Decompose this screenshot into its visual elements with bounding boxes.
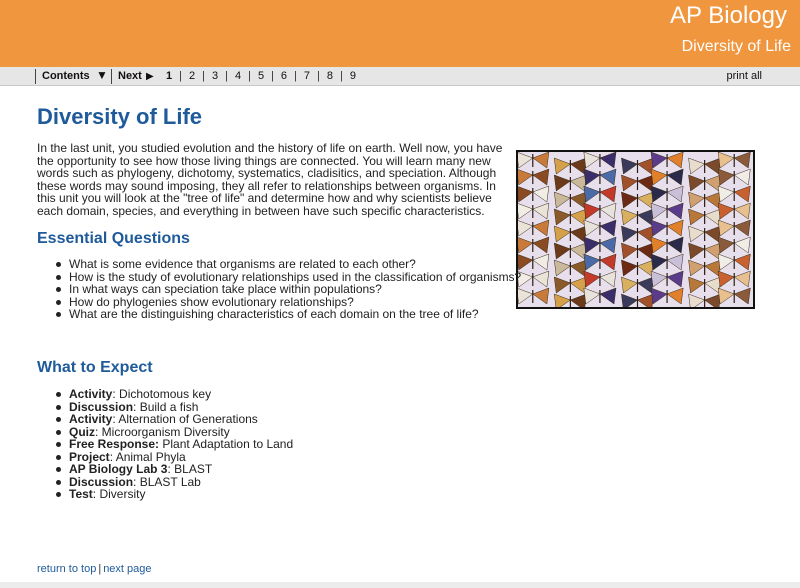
page-separator: | xyxy=(317,70,320,82)
print-all-link[interactable]: print all xyxy=(726,70,762,82)
triangle-right-icon[interactable]: ▶ xyxy=(146,71,154,82)
item-type: Quiz xyxy=(69,424,95,439)
item-type: Free Response: xyxy=(69,437,160,451)
page-link-8[interactable]: 8 xyxy=(326,70,334,82)
item-text: Alternation of Generations xyxy=(118,412,258,426)
item-separator: : xyxy=(133,474,140,489)
list-item: How is the study of evolutionary relationships used in the classification of organisms? xyxy=(69,269,522,284)
essential-questions-list xyxy=(69,258,521,321)
item-type: Discussion xyxy=(69,474,134,489)
list-item: How do phylogenies show evolutionary relationships? xyxy=(69,296,521,309)
nav-divider xyxy=(111,69,112,84)
bottom-strip xyxy=(0,582,800,588)
page-link-4[interactable]: 4 xyxy=(234,70,242,82)
item-separator: : xyxy=(92,487,100,501)
item-type: Project xyxy=(69,449,110,464)
intro-paragraph: In the last unit, you studied evolution and the history of life on earth. Well now, you have the opportunity to see how those living things are connected. You will learn many new words such as phylogeny, dichotomy, systematics, cladisitics, and speciation. Although these words may sound imposing, they all refer to relationships between organisms. In this unit you will look at the "tree of life" and determine how and why scientists believe each domain, species, and everything in between have such specific characteristics. xyxy=(37,141,503,218)
page-separator: | xyxy=(202,70,205,82)
butterfly-collection-illustration xyxy=(518,152,753,307)
page-number-list xyxy=(166,69,356,84)
item-type: Activity xyxy=(69,387,113,401)
page-separator: | xyxy=(340,70,343,82)
butterfly-collection-image xyxy=(516,150,755,309)
course-title: AP Biology xyxy=(670,2,787,29)
page-header xyxy=(0,0,800,67)
list-item: What are the distinguishing characteristics of each domain on the tree of life? xyxy=(69,308,521,321)
item-text: BLAST xyxy=(174,462,213,476)
triangle-down-icon[interactable]: ▼ xyxy=(96,68,108,82)
list-item: In what ways can speciation take place within populations? xyxy=(69,283,521,296)
item-text: Animal Phyla xyxy=(115,449,186,464)
page-title: Diversity of Life xyxy=(37,104,203,129)
unit-title: Diversity of Life xyxy=(681,38,791,55)
list-item xyxy=(69,488,293,501)
contents-menu-button[interactable]: Contents xyxy=(42,70,90,82)
link-separator: | xyxy=(98,563,102,575)
footer-links xyxy=(37,562,152,576)
item-text: Plant Adaptation to Land xyxy=(162,437,294,451)
item-text: BLAST Lab xyxy=(139,474,201,489)
item-separator: : xyxy=(95,424,102,439)
what-to-expect-heading: What to Expect xyxy=(37,359,153,376)
page-link-6[interactable]: 6 xyxy=(280,70,288,82)
next-page-link[interactable]: next page xyxy=(103,563,152,575)
item-text: Dichotomous key xyxy=(119,387,212,401)
item-type: Activity xyxy=(69,412,113,426)
item-separator: : xyxy=(112,412,119,426)
item-text: Build a fish xyxy=(139,399,199,414)
page-separator: | xyxy=(294,70,297,82)
item-text: Microorganism Diversity xyxy=(101,424,230,439)
item-separator: : xyxy=(133,399,140,414)
page-link-2[interactable]: 2 xyxy=(188,70,196,82)
page-link-3[interactable]: 3 xyxy=(211,70,219,82)
return-to-top-link[interactable]: return to top xyxy=(37,563,97,575)
page-link-9[interactable]: 9 xyxy=(349,70,356,82)
page-separator: | xyxy=(248,70,251,82)
list-item: What is some evidence that organisms are related to each other? xyxy=(69,258,521,271)
nav-divider xyxy=(35,69,36,84)
page-separator: | xyxy=(271,70,274,82)
item-separator: : xyxy=(167,462,175,476)
page-separator: | xyxy=(225,70,228,82)
navigation-bar xyxy=(0,67,800,86)
essential-questions-heading: Essential Questions xyxy=(37,230,190,247)
what-to-expect-list xyxy=(69,388,293,501)
page-separator: | xyxy=(179,70,182,82)
item-type: AP Biology Lab 3 xyxy=(69,462,168,476)
item-text: Diversity xyxy=(99,487,146,501)
next-button[interactable]: Next xyxy=(118,70,142,82)
item-type: Discussion xyxy=(69,399,134,414)
page-link-7[interactable]: 7 xyxy=(303,70,311,82)
item-separator: : xyxy=(112,387,120,401)
item-type: Test xyxy=(69,487,93,501)
page-link-5[interactable]: 5 xyxy=(257,70,265,82)
page-link-1[interactable]: 1 xyxy=(166,70,173,82)
item-separator: : xyxy=(109,449,116,464)
